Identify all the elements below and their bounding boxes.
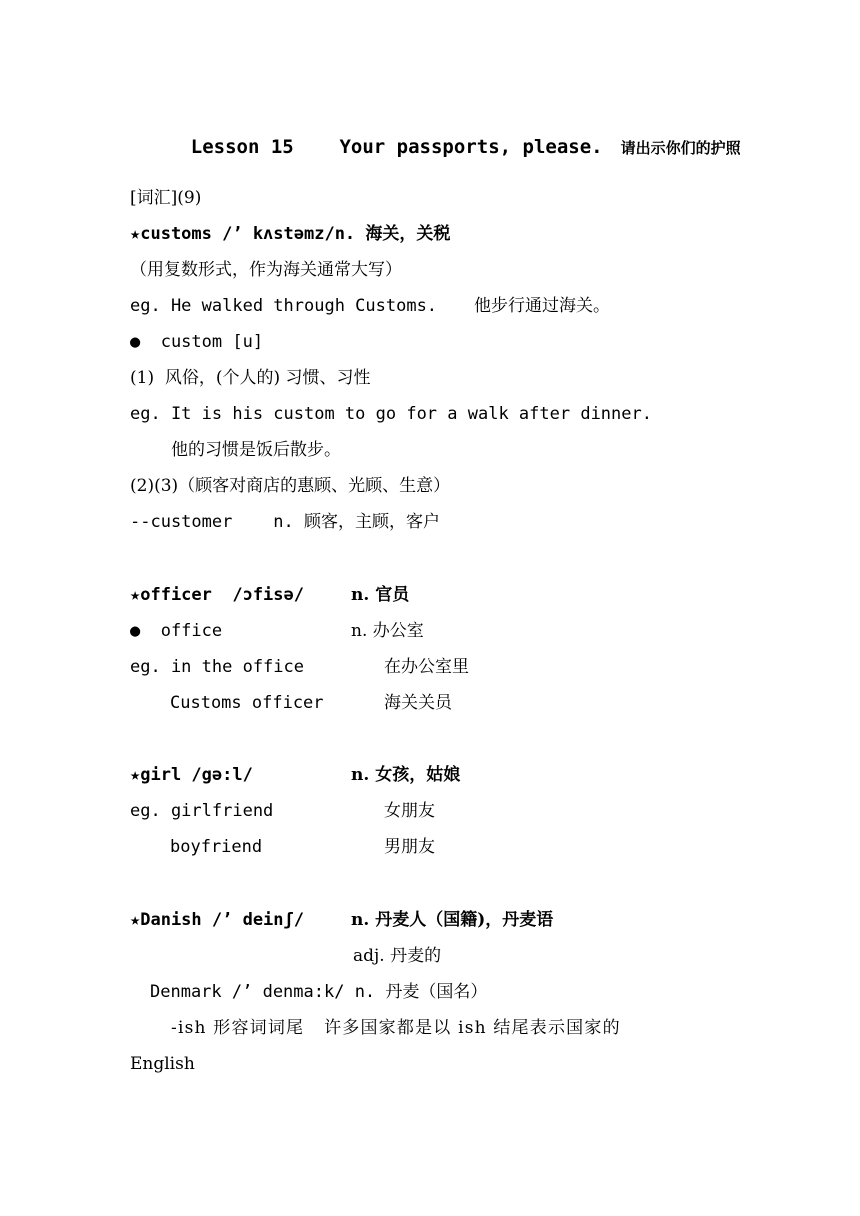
entry-girl: ★girl /gə:l/ <box>130 765 253 785</box>
ish-suffix-note: -ish 形容词词尾 许多国家都是以 ish 结尾表示国家的 <box>171 1018 621 1038</box>
girl-pos: n. 女孩，姑娘 <box>351 765 461 785</box>
ish-example: English <box>130 1054 195 1074</box>
lesson-title-chinese: 请出示你们的护照 <box>620 139 741 157</box>
entry-officer: ★officer /ɔfisə/ <box>130 585 304 605</box>
custom-sense-2-3: (2)(3)（顾客对商店的惠顾、光顾、生意） <box>130 476 451 496</box>
office-heading: ● office <box>130 621 223 641</box>
danish-pos: n. 丹麦人（国籍)，丹麦语 <box>351 910 554 930</box>
danish-adj: adj. 丹麦的 <box>353 946 442 966</box>
office-meaning: n. 办公室 <box>351 621 424 641</box>
entry-danish: ★Danish /’ deinʃ/ <box>130 910 304 930</box>
customs-example-cn: 他步行通过海关。 <box>474 296 610 316</box>
officer-pos: n. 官员 <box>351 585 410 605</box>
girl-example-1-cn: 女朋友 <box>384 801 435 821</box>
girl-example-1: eg. girlfriend <box>130 801 274 821</box>
girl-example-2: boyfriend <box>170 837 263 857</box>
customs-example-en: eg. He walked through Customs. <box>130 296 438 316</box>
lesson-title <box>145 114 741 180</box>
customer-entry: --customer n. 顾客，主顾，客户 <box>130 512 440 532</box>
custom-sense-1: (1) 风俗，(个人的) 习惯、习性 <box>130 368 371 388</box>
officer-example-2-cn: 海关关员 <box>384 693 452 713</box>
custom-example-cn: 他的习惯是饭后散步。 <box>171 440 341 460</box>
officer-example-2: Customs officer <box>170 693 324 713</box>
denmark-entry: Denmark /’ denma:k/ n. 丹麦（国名） <box>150 982 488 1002</box>
officer-example-1: eg. in the office <box>130 657 304 677</box>
officer-example-1-cn: 在办公室里 <box>384 657 469 677</box>
lesson-number: Lesson 15 <box>190 136 294 158</box>
customs-note: （用复数形式，作为海关通常大写） <box>130 260 402 280</box>
vocab-header: [词汇](9) <box>130 188 202 208</box>
girl-example-2-cn: 男朋友 <box>384 837 435 857</box>
lesson-title-english: Your passports, please. <box>339 136 603 158</box>
entry-customs: ★customs /’ kʌstəmz/n. 海关，关税 <box>130 224 451 244</box>
custom-heading: ● custom [u] <box>130 332 264 352</box>
custom-example-en: eg. It is his custom to go for a walk after dinner. <box>130 404 652 424</box>
